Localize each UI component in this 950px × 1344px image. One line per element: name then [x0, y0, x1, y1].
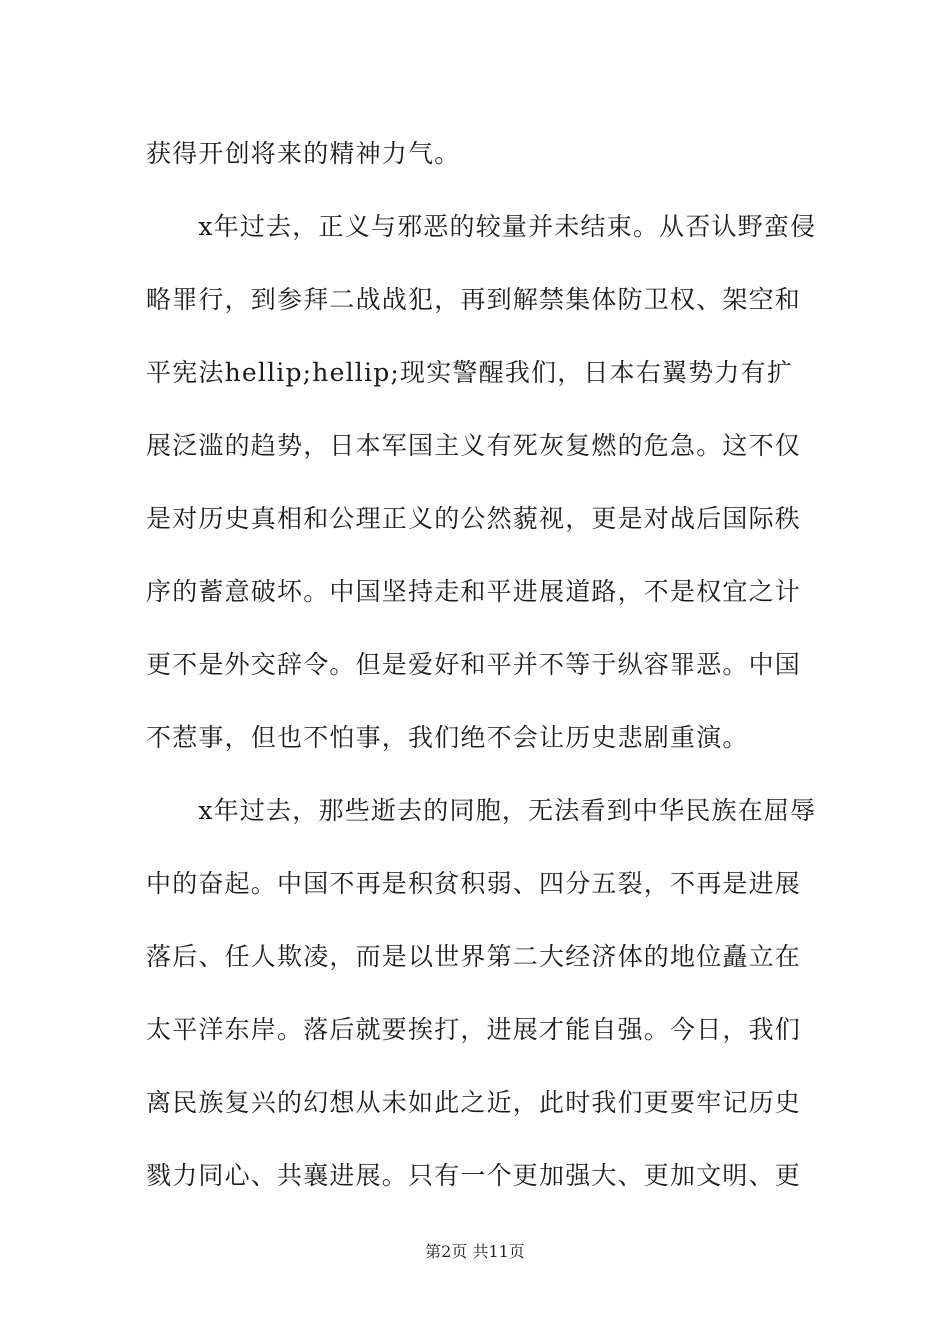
text-line: 序的蓄意破坏。中国坚持走和平进展道路，不是权宜之计	[146, 577, 802, 606]
text-line: 展泛滥的趋势，日本军国主义有死灰复燃的危急。这不仅	[146, 431, 802, 460]
text-line: x年过去，正义与邪恶的较量并未结束。从否认野蛮侵	[146, 212, 817, 241]
text-line: 离民族复兴的幻想从未如此之近，此时我们更要牢记历史	[146, 1088, 802, 1117]
text-line: 戮力同心、共襄进展。只有一个更加强大、更加文明、更	[146, 1161, 802, 1190]
text-line: 中的奋起。中国不再是积贫积弱、四分五裂，不再是进展	[146, 869, 802, 898]
text-line: 太平洋东岸。落后就要挨打，进展才能自强。今日，我们	[146, 1015, 802, 1044]
text-line: 平宪法hellip;hellip;现实警醒我们，日本右翼势力有扩	[146, 358, 794, 387]
text-line: 更不是外交辞令。但是爱好和平并不等于纵容罪恶。中国	[146, 650, 802, 679]
text-line: 是对历史真相和公理正义的公然藐视，更是对战后国际秩	[146, 504, 802, 533]
text-line: 获得开创将来的精神力气。	[146, 139, 461, 168]
text-line: x年过去，那些逝去的同胞，无法看到中华民族在屈辱	[146, 796, 817, 825]
text-line: 不惹事，但也不怕事，我们绝不会让历史悲剧重演。	[146, 723, 749, 752]
text-line: 落后、任人欺凌，而是以世界第二大经济体的地位矗立在	[146, 942, 802, 971]
text-line: 略罪行，到参拜二战战犯，再到解禁集体防卫权、架空和	[146, 285, 802, 314]
body-text	[146, 130, 817, 1225]
page-number-footer: 第2页 共11页	[425, 1242, 525, 1261]
